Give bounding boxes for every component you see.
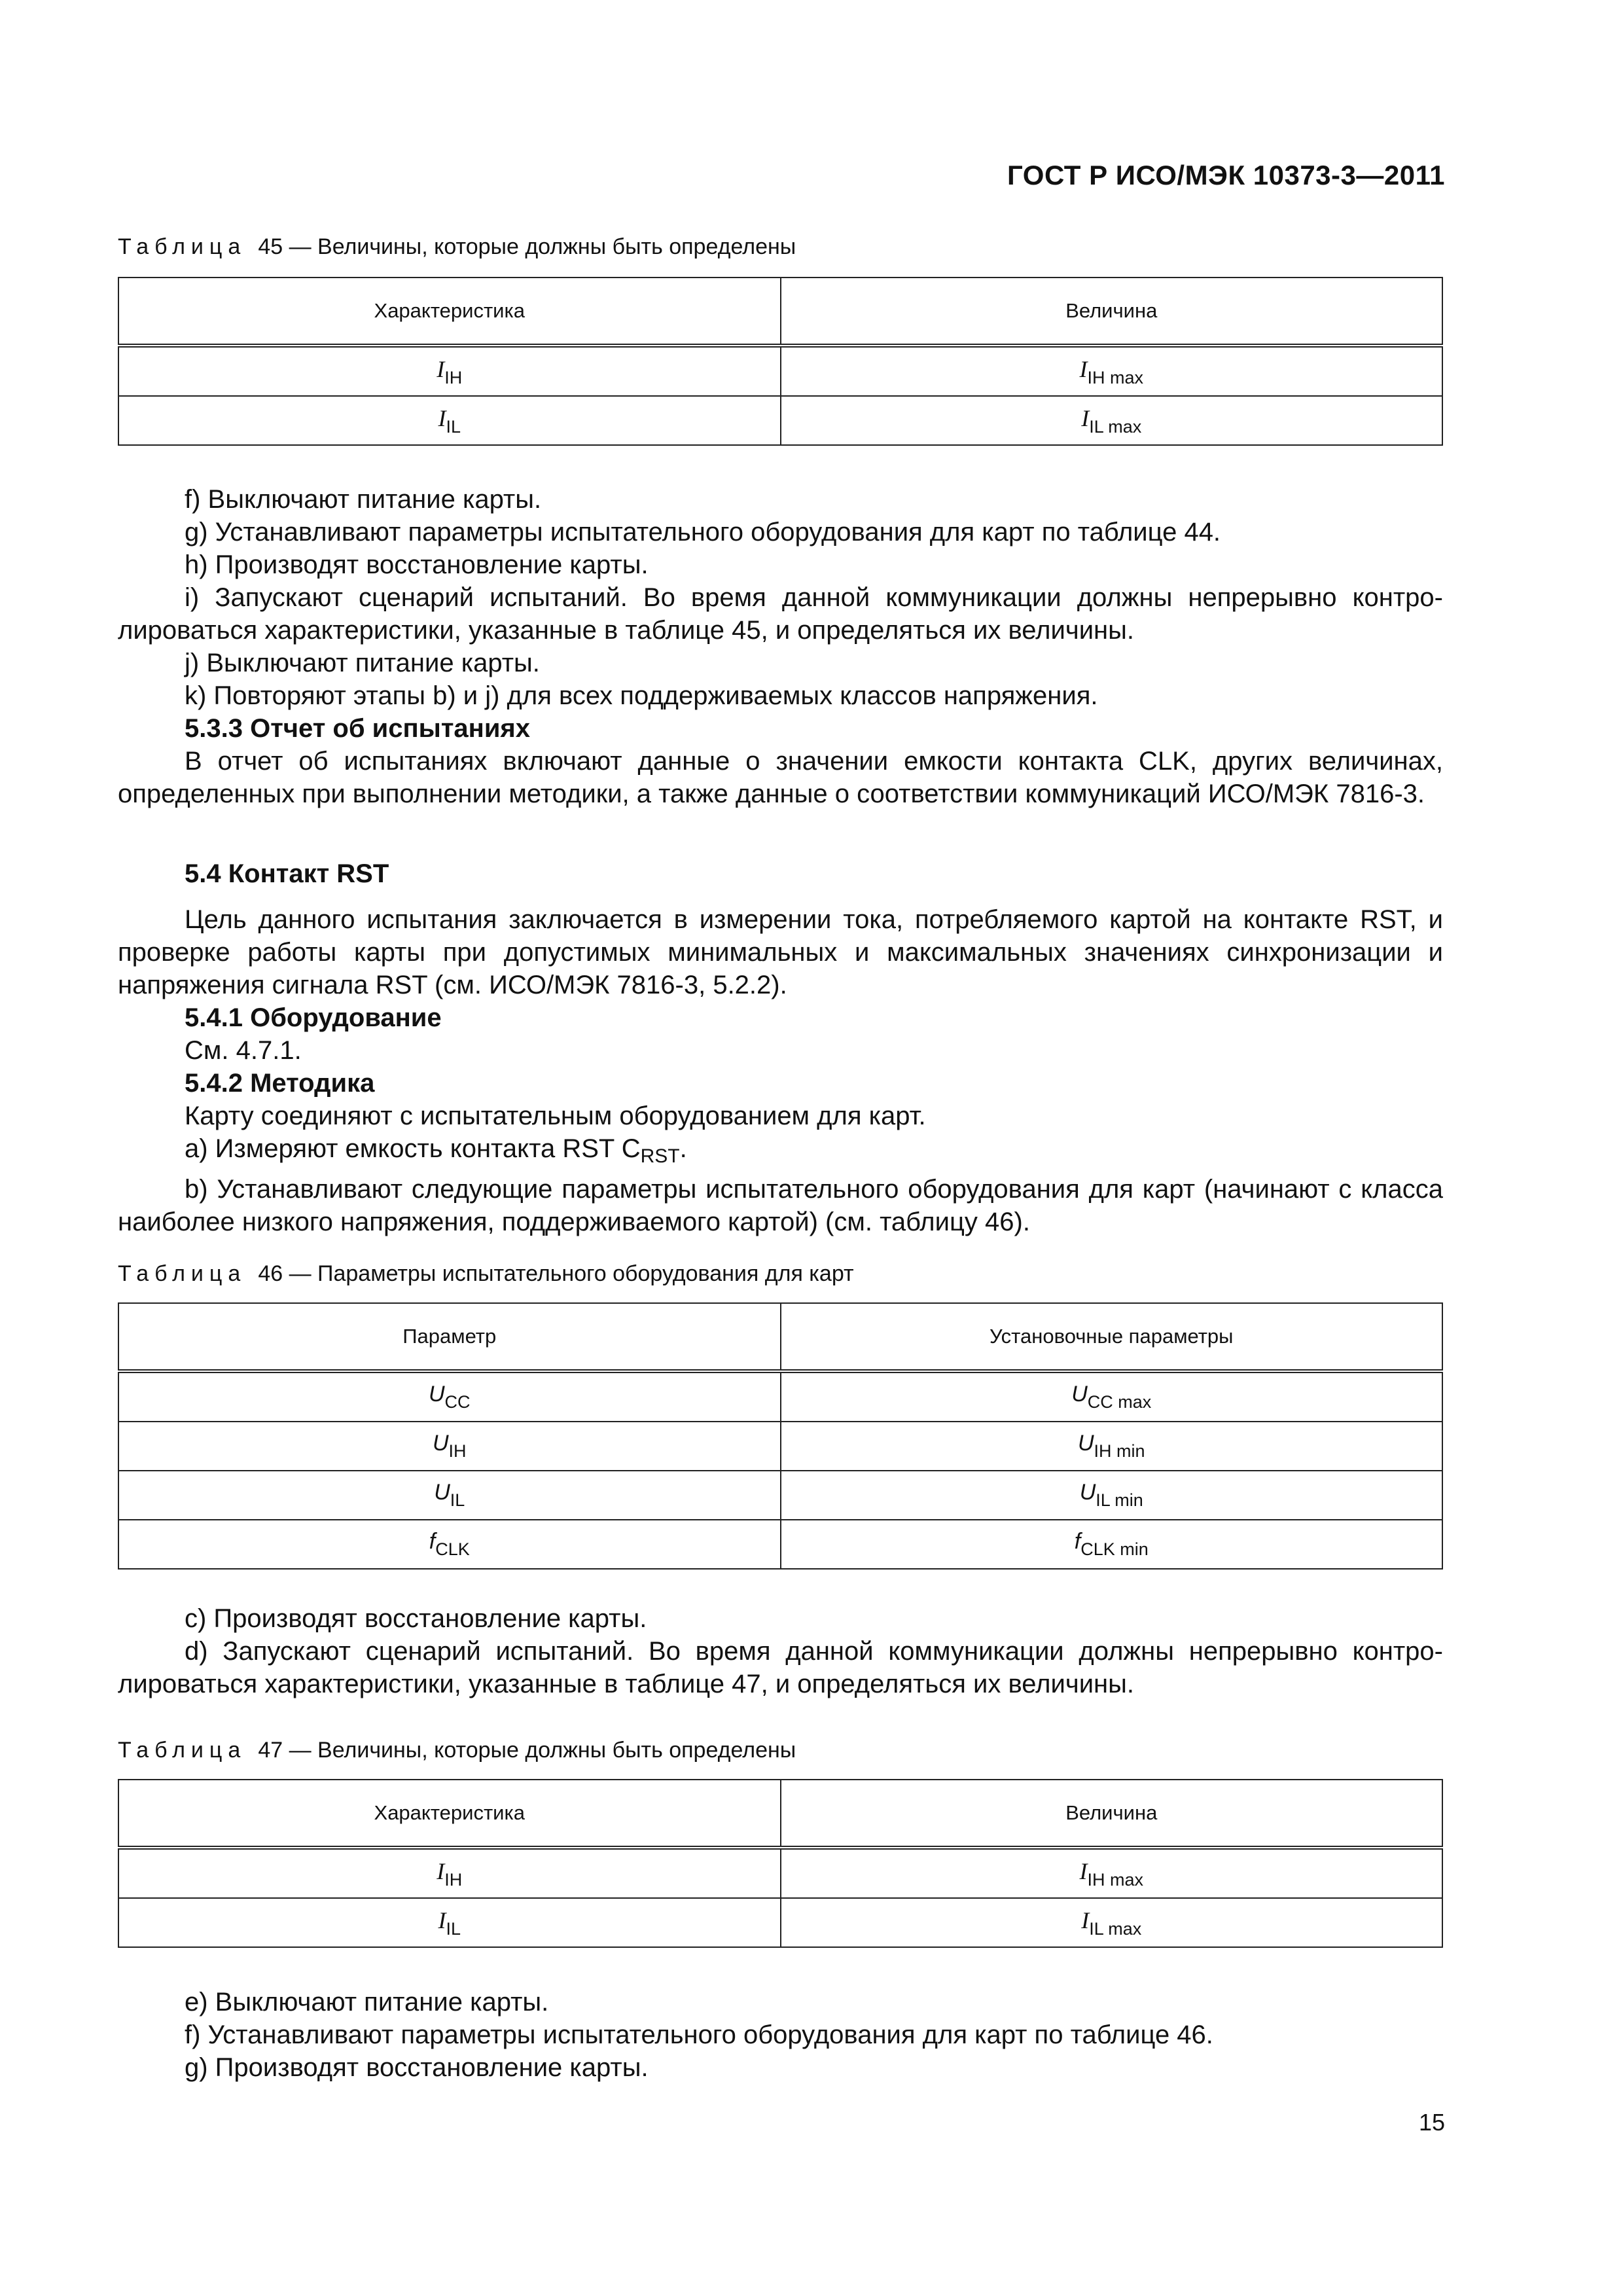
table-45-caption <box>118 234 796 260</box>
subscript: IL max <box>1089 416 1142 437</box>
text-block-steps-2 <box>118 1602 1443 1700</box>
symbol: I <box>438 1907 446 1933</box>
section-heading-5-3-3: 5.3.3 Отчет об испытаниях <box>185 714 531 743</box>
symbol: I <box>437 355 445 382</box>
table-47 <box>118 1779 1443 1948</box>
table-cell <box>781 1898 1443 1947</box>
table-row <box>118 1520 1442 1569</box>
symbol: U <box>1071 1382 1088 1407</box>
step-a-subscript: RST <box>640 1145 680 1167</box>
step-e: е) Выключают питание карты. <box>185 1988 549 2017</box>
subscript: CC max <box>1087 1392 1152 1412</box>
step-g: g) Устанавливают параметры испытательного оборудования для карт по таблице 44. <box>185 518 1221 547</box>
symbol: I <box>1081 404 1090 431</box>
text-block-steps-3 <box>118 1986 1443 2084</box>
subscript: CLK min <box>1080 1539 1149 1559</box>
text-block-section-5-4 <box>118 857 1443 1238</box>
table-cell <box>781 1471 1443 1520</box>
table-header-row <box>118 278 1442 346</box>
step-j: j) Выключают питание карты. <box>185 649 540 677</box>
subscript: IL <box>450 1490 465 1510</box>
caption-text: 47 — Величины, которые должны быть определены <box>258 1738 796 1763</box>
table-row <box>118 1848 1442 1898</box>
caption-text: 46 — Параметры испытательного оборудования для карт <box>258 1261 854 1286</box>
table-row <box>118 1422 1442 1471</box>
subscript: IH <box>444 1869 463 1890</box>
table-46 <box>118 1302 1443 1570</box>
subscript: IH min <box>1094 1441 1145 1461</box>
column-header: Параметр <box>118 1303 781 1371</box>
step-f-final: f) Устанавливают параметры испытательного оборудования для карт по таблице 46. <box>185 2020 1213 2049</box>
symbol: U <box>1079 1480 1096 1505</box>
subscript: IL min <box>1096 1490 1143 1510</box>
table-cell <box>781 1848 1443 1898</box>
report-paragraph: В отчет об испытаниях включают данные о значении емкости контакта CLK, других величинах, определенных при выполнении методики, а также данные о соответствии коммуникаций ИСО/МЭК 7816-3. <box>118 747 1443 808</box>
table-46-caption <box>118 1261 854 1287</box>
table-row <box>118 346 1442 396</box>
subscript: CC <box>444 1392 471 1412</box>
caption-label: Таблица <box>118 1261 247 1286</box>
symbol: I <box>438 404 446 431</box>
table-cell <box>781 1371 1443 1422</box>
table-cell <box>781 1422 1443 1471</box>
column-header: Величина <box>781 278 1443 346</box>
step-h: h) Производят восстановление карты. <box>185 550 649 579</box>
table-header-row <box>118 1780 1442 1848</box>
subscript: IH max <box>1087 1869 1143 1890</box>
subscript: IH <box>444 367 463 387</box>
step-c: c) Производят восстановление карты. <box>185 1604 647 1633</box>
section-heading-5-4: 5.4 Контакт RST <box>185 859 389 888</box>
table-cell <box>118 346 781 396</box>
table-cell <box>118 1371 781 1422</box>
caption-text: 45 — Величины, которые должны быть определены <box>258 234 796 259</box>
table-cell <box>118 1848 781 1898</box>
page-number: 15 <box>1418 2109 1445 2136</box>
step-b: b) Устанавливают следующие параметры испытательного оборудования для карт (начинают с класса наиболее низкого напряжения, поддерживаемого картой) (см. таблицу 46). <box>118 1175 1443 1236</box>
column-header: Величина <box>781 1780 1443 1848</box>
document-header: ГОСТ Р ИСО/МЭК 10373-3—2011 <box>1007 160 1445 190</box>
text-block-steps-1 <box>118 483 1443 810</box>
table-cell <box>118 1520 781 1569</box>
step-d: d) Запускают сценарий испытаний. Во время данной коммуникации должны непрерывно контролироваться характеристики, указанные в таблице 47, и определяться их величины. <box>118 1637 1443 1698</box>
step-a-end: . <box>679 1134 687 1163</box>
table-cell <box>118 1471 781 1520</box>
step-a <box>118 1132 1443 1173</box>
table-header-row <box>118 1303 1442 1371</box>
symbol: f <box>1074 1529 1081 1554</box>
table-row <box>118 396 1442 445</box>
table-row <box>118 1471 1442 1520</box>
section-heading-5-4-2: 5.4.2 Методика <box>185 1069 375 1098</box>
caption-label: Таблица <box>118 234 247 259</box>
subscript: IH <box>448 1441 467 1461</box>
subscript: IL <box>446 416 461 437</box>
see-reference: См. 4.7.1. <box>185 1036 302 1065</box>
column-header: Характеристика <box>118 1780 781 1848</box>
step-g-final: g) Производят восстановление карты. <box>185 2053 649 2082</box>
symbol: U <box>1077 1431 1094 1456</box>
table-cell <box>781 1520 1443 1569</box>
purpose-paragraph: Цель данного испытания заключается в измерении тока, потребляемого картой на контакте RST, и проверке работы карты при допустимых минимальных и максимальных значениях синхронизации и напряжения сигнала RST (см. ИСО/МЭК 7816-3, 5.2.2). <box>118 905 1443 999</box>
step-f: f) Выключают питание карты. <box>185 485 542 514</box>
connect-paragraph: Карту соединяют с испытательным оборудованием для карт. <box>185 1102 926 1130</box>
table-47-caption <box>118 1738 796 1763</box>
symbol: I <box>1079 1857 1088 1884</box>
symbol: I <box>1079 355 1088 382</box>
step-k: k) Повторяют этапы b) и j) для всех поддерживаемых классов напряжения. <box>185 681 1098 710</box>
table-cell <box>118 1898 781 1947</box>
symbol: U <box>432 1431 449 1456</box>
caption-label: Таблица <box>118 1738 247 1763</box>
column-header: Установочные параметры <box>781 1303 1443 1371</box>
table-row <box>118 1898 1442 1947</box>
column-header: Характеристика <box>118 278 781 346</box>
symbol: I <box>437 1857 445 1884</box>
subscript: IL <box>446 1918 461 1939</box>
symbol: U <box>434 1480 450 1505</box>
subscript: CLK <box>435 1539 470 1559</box>
table-cell <box>118 396 781 445</box>
symbol: f <box>429 1529 436 1554</box>
symbol: I <box>1081 1907 1090 1933</box>
section-heading-5-4-1: 5.4.1 Оборудование <box>185 1003 442 1032</box>
table-cell <box>118 1422 781 1471</box>
table-row <box>118 1371 1442 1422</box>
step-i: i) Запускают сценарий испытаний. Во время данной коммуникации должны непрерывно контролироваться характеристики, указанные в таблице 45, и определяться их величины. <box>118 583 1443 645</box>
symbol: U <box>428 1382 445 1407</box>
subscript: IL max <box>1089 1918 1142 1939</box>
table-cell <box>781 346 1443 396</box>
table-cell <box>781 396 1443 445</box>
step-a-text: а) Измеряют емкость контакта RST C <box>185 1134 641 1163</box>
subscript: IH max <box>1087 367 1143 387</box>
table-45 <box>118 277 1443 446</box>
